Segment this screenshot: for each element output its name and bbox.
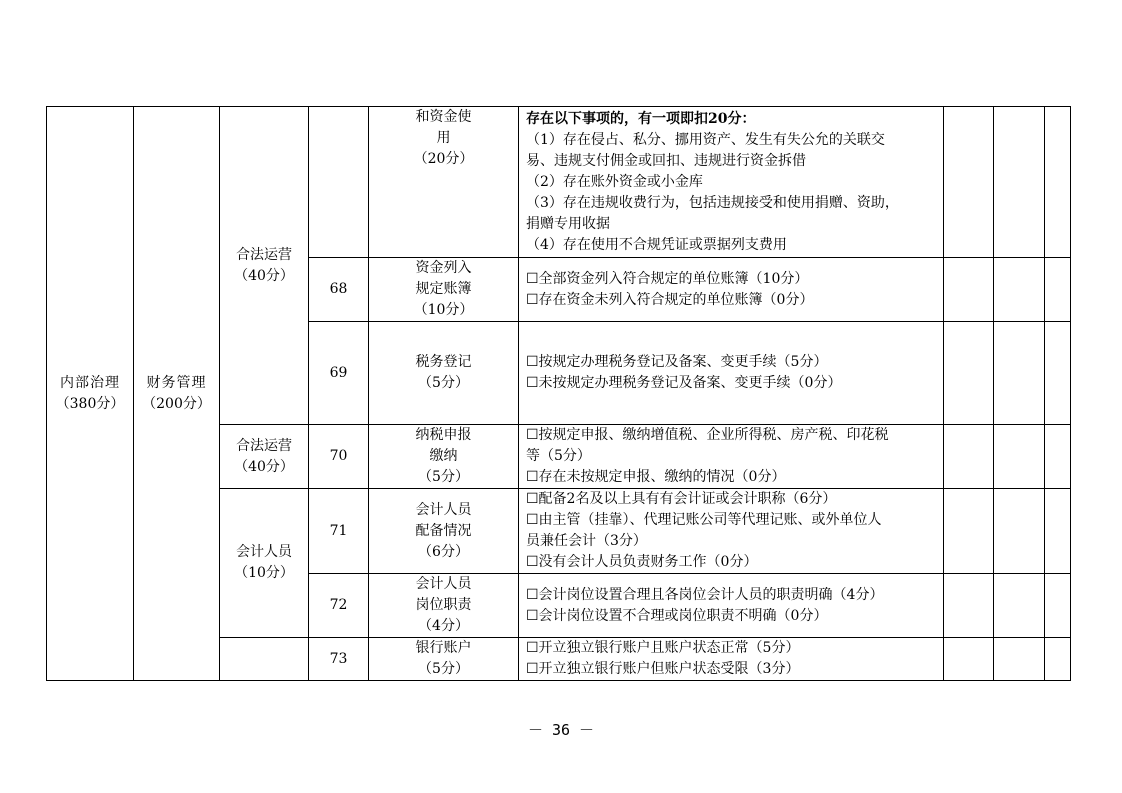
criteria-line: ☐未按规定办理税务登记及备案、变更手续（0分） (526, 375, 842, 391)
criteria-line: ☐全部资金列入符合规定的单位账簿（10分） (526, 270, 809, 287)
item-score: （4分） (418, 618, 469, 634)
criteria-line: 等（5分） (526, 448, 591, 464)
criteria-cell (519, 574, 944, 638)
group-a-score: （40分） (234, 267, 294, 284)
group-a-cell (220, 107, 309, 425)
criteria-line: ☐由主管（挂靠）、代理记账公司等代理记账、或外单位人 (526, 512, 882, 528)
group-b-score: （40分） (234, 458, 294, 475)
item-name: 用 (436, 130, 451, 146)
criteria-line: ☐会计岗位设置不合理或岗位职责不明确（0分） (526, 607, 828, 624)
item-name: 纳税申报 (415, 427, 472, 443)
criteria-cell (519, 425, 944, 489)
score-cell (944, 489, 994, 574)
level2-name: 财务管理 (146, 374, 207, 391)
criteria-line: ☐存在未按规定申报、缴纳的情况（0分） (526, 469, 786, 485)
row-number: 69 (309, 322, 369, 425)
criteria-line: ☐按规定办理税务登记及备案、变更手续（5分） (526, 354, 828, 370)
score-cell (1045, 425, 1071, 489)
criteria-line: ☐开立独立银行账户且账户状态正常（5分） (526, 640, 800, 656)
item-cell (369, 638, 519, 681)
group-b-cell (220, 425, 309, 489)
level1-cell (47, 107, 134, 681)
row-number (309, 107, 369, 258)
criteria-line: ☐配备2名及以上具有有会计证或会计职称（6分） (526, 491, 837, 507)
score-cell (994, 107, 1045, 258)
criteria-cell (519, 489, 944, 574)
item-cell (369, 425, 519, 489)
row-number: 70 (309, 425, 369, 489)
score-cell (994, 638, 1045, 681)
item-name: 税务登记 (415, 354, 472, 370)
criteria-line: （1）存在侵占、私分、挪用资产、发生有失公允的关联交 (526, 132, 885, 148)
criteria-line: 捐赠专用收据 (526, 216, 610, 232)
row-number: 68 (309, 258, 369, 322)
item-score: （5分） (418, 469, 469, 485)
item-score: （10分） (413, 302, 474, 318)
criteria-cell (519, 258, 944, 322)
group-empty-cell (220, 638, 309, 681)
item-score: （6分） (418, 543, 469, 560)
criteria-line: ☐会计岗位设置合理且各岗位会计人员的职责明确（4分） (526, 586, 884, 603)
table-row (47, 107, 1071, 258)
level1-score: （380分） (55, 395, 125, 412)
score-cell (1045, 258, 1071, 322)
score-cell (994, 322, 1045, 425)
criteria-line: 易、违规支付佣金或回扣、违规进行资金拆借 (526, 153, 806, 169)
item-cell (369, 258, 519, 322)
criteria-line: ☐开立独立银行账户但账户状态受限（3分） (526, 661, 800, 677)
criteria-line: （4）存在使用不合规凭证或票据列支费用 (526, 237, 787, 253)
criteria-line: （3）存在违规收费行为，包括违规接受和使用捐赠、资助， (526, 195, 899, 211)
criteria-cell (519, 107, 944, 258)
item-name: 会计人员 (415, 501, 472, 518)
page-number: － 36 － (527, 721, 595, 739)
item-cell (369, 574, 519, 638)
level2-cell (134, 107, 220, 681)
level2-score: （200分） (142, 395, 211, 412)
item-cell (369, 322, 519, 425)
score-cell (1045, 322, 1071, 425)
score-cell (944, 574, 994, 638)
score-cell (944, 258, 994, 322)
score-cell (994, 489, 1045, 574)
criteria-line: ☐没有会计人员负责财务工作（0分） (526, 554, 758, 570)
item-cell (369, 107, 519, 258)
criteria-line: 员兼任会计（3分） (526, 533, 647, 549)
item-name: 资金列入 (415, 260, 472, 276)
score-cell (944, 425, 994, 489)
score-cell (994, 425, 1045, 489)
item-name: 缴纳 (429, 448, 458, 464)
group-b-name: 合法运营 (236, 437, 292, 454)
evaluation-table (46, 106, 1071, 681)
row-number: 72 (309, 574, 369, 638)
group-c-cell (220, 489, 309, 638)
criteria-line: ☐存在资金未列入符合规定的单位账簿（0分） (526, 291, 814, 308)
group-c-name: 会计人员 (236, 544, 292, 560)
item-name: 会计人员 (415, 576, 472, 592)
item-cell (369, 489, 519, 574)
criteria-line: （2）存在账外资金或小金库 (526, 174, 703, 190)
item-name: 配备情况 (415, 522, 472, 539)
group-a-name: 合法运营 (236, 246, 292, 263)
score-cell (944, 638, 994, 681)
criteria-cell (519, 638, 944, 681)
item-name: 银行账户 (415, 640, 472, 656)
item-name: 岗位职责 (415, 597, 472, 613)
item-name: 规定账簿 (415, 281, 472, 297)
criteria-line: ☐按规定申报、缴纳增值税、企业所得税、房产税、印花税 (526, 427, 889, 443)
score-cell (1045, 107, 1071, 258)
score-cell (1045, 489, 1071, 574)
row-number: 73 (309, 638, 369, 681)
score-cell (1045, 574, 1071, 638)
criteria-heading: 存在以下事项的，有一项即扣20分： (526, 111, 756, 127)
score-cell (1045, 638, 1071, 681)
level1-name: 内部治理 (60, 374, 120, 391)
item-score: （20分） (413, 151, 474, 167)
item-score: （5分） (418, 375, 469, 391)
criteria-cell (519, 322, 944, 425)
score-cell (944, 322, 994, 425)
item-score: （5分） (418, 661, 469, 677)
score-cell (994, 574, 1045, 638)
row-number: 71 (309, 489, 369, 574)
item-name: 和资金使 (415, 109, 472, 125)
score-cell (944, 107, 994, 258)
group-c-score: （10分） (234, 565, 294, 581)
score-cell (994, 258, 1045, 322)
